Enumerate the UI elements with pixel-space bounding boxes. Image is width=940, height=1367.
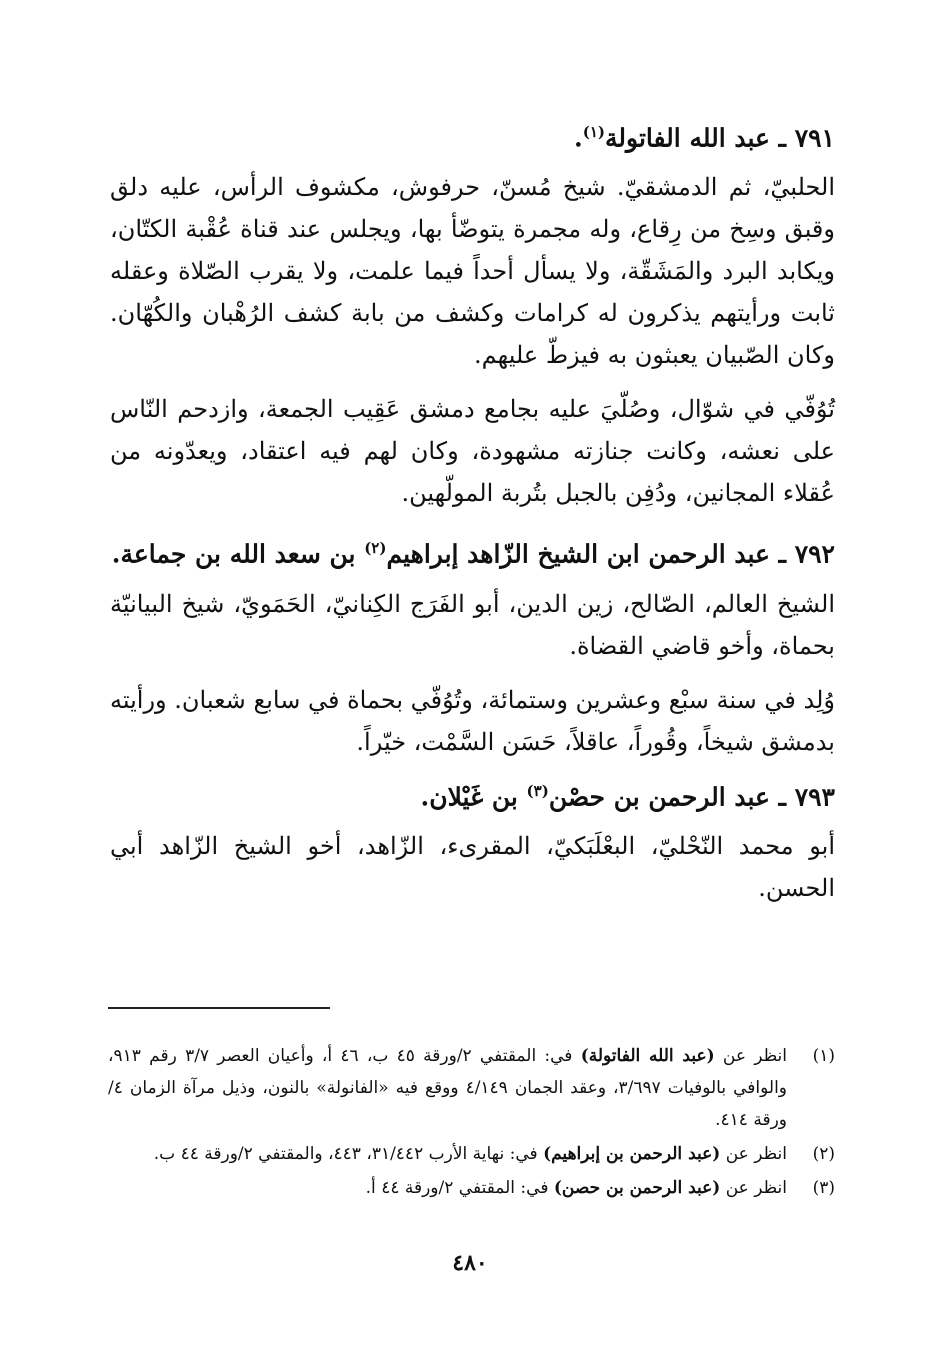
footnote-number: (٢) [812,1144,835,1164]
footnote-number: (١) [812,1046,835,1066]
footnote-lead: انظر عن [714,1046,788,1066]
main-text [110,110,835,921]
footnote-subject: (عبد الرحمن بن حصن) [553,1178,721,1198]
entry-title-suffix: بن غَيْلان. [420,781,527,811]
footnote-text [108,1138,787,1170]
entry-paragraph: أبو محمد النّحْليّ، البعْلَبَكيّ، المقرىء، الزّاهد، أخو الشيخ الزّاهد أبي الحسن. [110,831,835,902]
entry-title [110,769,835,819]
footnote-divider [108,1007,330,1009]
entry-title-suffix: . [574,123,583,153]
footnote-number: (٣) [812,1178,835,1198]
footnote-marker: (٣) [526,781,549,800]
entry-paragraph: الشيخ العالم، الصّالح، زين الدين، أبو الفَرَج الكِنانيّ، الحَمَويّ، شيخ البيانيّة بحماة، وأخو قاضي القضاة. [110,589,835,660]
entry-title [110,110,835,160]
footnote-lead: انظر عن [720,1178,787,1198]
entry-title [110,526,835,576]
footnote [108,1040,835,1136]
entry-paragraph: وُلِد في سنة سبْع وعشرين وستمائة، وتُوُفّي بحماة في سابع شعبان. ورأيته بدمشق شيخاً، وقُوراً، عاقلاً، حَسَن السَّمْت، خيّراً. [110,685,836,756]
footnote [108,1138,835,1170]
entry-title-text: ٧٩٢ ـ عبد الرحمن ابن الشيخ الزّاهد إبراهيم [386,539,835,569]
entry-title-text: ٧٩١ ـ عبد الله الفاتولة [605,123,835,153]
footnote-rest: في: المقتفي ٢/ورقة ٤٤ أ. [365,1178,554,1198]
footnote-rest: في: نهاية الأرب ٣١/٤٤٢، ٤٤٣، والمقتفي ٢/ورقة ٤٤ ب. [153,1144,544,1164]
footnote-marker: (١) [582,123,606,141]
entry-paragraph: تُوُفّي في شوّال، وصُلّيَ عليه بجامع دمشق عَقِيب الجمعة، وازدحم النّاس على نعشه، وكانت جنازته مشهودة، وكان لهم فيه اعتقاد، ويعدّونه من عُقلاء المجانين، ودُفِن بالجبل بتُربة المولّهين. [110,395,835,508]
footnote-subject: (عبد الرحمن بن إبراهيم) [543,1144,721,1164]
footnotes [108,1040,835,1206]
footnote-marker: (٢) [364,539,387,558]
footnote-text [108,1040,787,1136]
entry-title-text: ٧٩٣ ـ عبد الرحمن بن حصْن [548,781,835,811]
footnote [108,1172,835,1204]
entry-paragraph: الحلبيّ، ثم الدمشقيّ. شيخ مُسنّ، حرفوش، مكشوف الرأس، عليه دلق وقبق وسِخ من رِقاع، وله مجمرة يتوضّأ بها، ويجلس عند قناة عُقْبة الكتّان، ويكابد البرد والمَشَقّة، ولا يسأل أحداً فيما علمت، ولا يقرب الصّلاة وعقله ثابت ورأيتهم يذكرون له كرامات وكشف من بابة كشف الرُهْبان والكُهّان. وكان الصّبيان يعبثون به فيزطّ عليهم. [110,173,835,370]
footnote-subject: (عبد الله الفاتولة) [580,1046,715,1066]
footnote-lead: انظر عن [720,1144,787,1164]
footnote-rest: في: المقتفي ٢/ورقة ٤٥ ب، ٤٦ أ، وأعيان العصر ٣/٧ رقم ٩١٣، والوافي بالوفيات ٣/٦٩٧، وعقد الجمان ٤/١٤٩ ووقع فيه «الفانولة» بالنون، وذيل مرآة الزمان ٤/ورقة ٤١٤. [108,1046,787,1130]
entry-title-suffix: بن سعد الله بن جماعة. [111,539,365,569]
footnote-text [108,1172,787,1204]
page-number: ٤٨٠ [452,1250,488,1276]
